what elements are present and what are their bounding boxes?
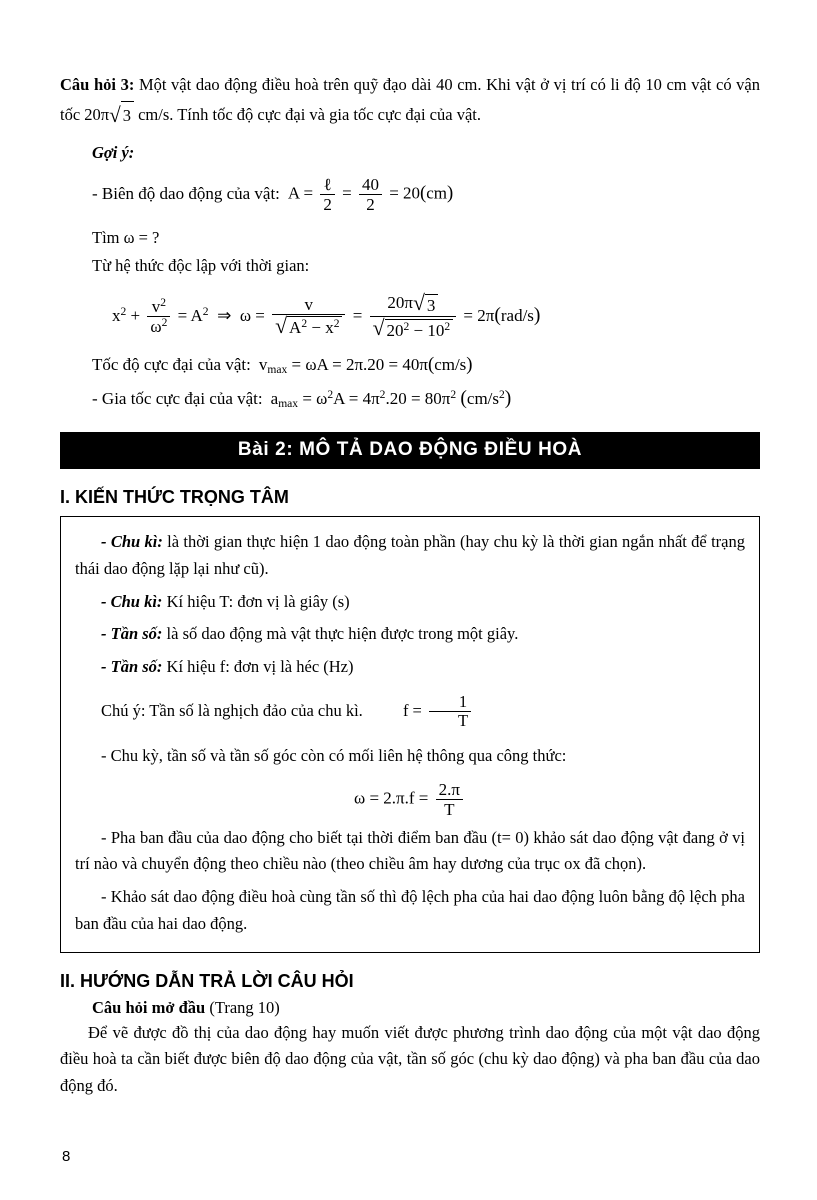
independent-relation-line: Từ hệ thức độc lập với thời gian: bbox=[92, 256, 310, 276]
vmax-prefix: Tốc độ cực đại của vật: bbox=[92, 354, 251, 374]
knowledge-item bbox=[75, 621, 745, 648]
frequency-equation: f = $\frac{1}{T}$ bbox=[377, 693, 474, 731]
amax-prefix: - Gia tốc cực đại của vật: bbox=[92, 389, 263, 409]
question-label: Câu hỏi 3: bbox=[60, 75, 135, 94]
section-heading-2: II. HƯỚNG DẪN TRẢ LỜI CÂU HỎI bbox=[60, 970, 354, 991]
hint-label: Gợi ý: bbox=[92, 142, 135, 162]
main-equation-row bbox=[112, 292, 760, 342]
find-omega-line: Tìm ω = ? bbox=[92, 228, 160, 247]
knowledge-item-text: Kí hiệu f: đơn vị là héc (Hz) bbox=[162, 657, 354, 677]
amplitude-line bbox=[92, 175, 760, 214]
main-equation: $x^2$ + $\frac{v^2}{\omega^2}$ = $A^2$ ⇒ ω = $\frac{v}{√ A^2 - x^2}$ = $\frac{20\pi√ 3}{√ 20^2 - 10^2}$ = 2π(rad/s) bbox=[112, 291, 541, 341]
note-line bbox=[75, 693, 745, 731]
section-heading-1: I. KIẾN THỨC TRỌNG TÂM bbox=[60, 487, 289, 508]
vmax-line bbox=[92, 354, 760, 376]
question-inline-math: 20π√ 3 bbox=[84, 99, 134, 133]
amax-equation: $a_{max} = \omega^2A = 4\pi^2.20 = 80\pi^2$ $(cm/s^2)$ bbox=[270, 388, 512, 411]
opening-answer-paragraph: Để vẽ được đồ thị của dao động hay muốn viết được phương trình dao động của một vật dao động điều hoà ta cần biết được biên độ dao động của vật, tần số góc (chu kỳ dao động) và pha ban đầu của dao động đó. bbox=[60, 1022, 760, 1095]
knowledge-item-label: - Chu kì: bbox=[101, 591, 163, 611]
survey-paragraph: - Khảo sát dao động điều hoà cùng tần số thì độ lệch pha của hai dao động luôn bằng độ lệch pha ban đầu của hai dao động. bbox=[75, 887, 745, 933]
opening-question-page: (Trang 10) bbox=[205, 997, 280, 1017]
page-content bbox=[60, 72, 760, 1100]
omega-equation-row bbox=[75, 780, 745, 819]
question-text-part1: Một vật dao động điều hoà trên quỹ đạo dài 40 cm. Khi vật ở vị trí có li độ 10 cm vật có vận tốc bbox=[60, 75, 761, 124]
opening-question-label: Câu hỏi mở đầu bbox=[92, 997, 206, 1017]
knowledge-item bbox=[75, 589, 745, 616]
knowledge-item bbox=[75, 654, 745, 681]
knowledge-item-label: - Tần số: bbox=[101, 657, 163, 677]
lesson-banner: Bài 2: MÔ TẢ DAO ĐỘNG ĐIỀU HOÀ bbox=[60, 432, 760, 469]
note-prefix: Chú ý: Tần số là nghịch đảo của chu kì. bbox=[101, 700, 363, 720]
phase-paragraph: - Pha ban đầu của dao động cho biết tại thời điểm ban đầu (t= 0) khảo sát dao động vật đang ở vị trí nào và chuyển động theo chiều nào (theo chiều âm hay dương của trục ox đã chọn). bbox=[75, 827, 745, 874]
question-block bbox=[60, 72, 760, 133]
omega-equation: ω = 2.π.f = $\frac{2.\pi}{T}$ bbox=[354, 780, 466, 819]
knowledge-box bbox=[60, 516, 760, 952]
knowledge-item-text: Kí hiệu T: đơn vị là giây (s) bbox=[162, 591, 350, 611]
vmax-equation: $v_{max} = \omega A = 2\pi.20 = 40\pi(cm/s)$ bbox=[258, 353, 473, 377]
opening-question-heading bbox=[92, 998, 760, 1018]
amplitude-prefix: - Biên độ dao động của vật: bbox=[92, 184, 280, 204]
relation-line: - Chu kỳ, tần số và tần số góc còn có mối liên hệ thông qua công thức: bbox=[101, 745, 567, 765]
knowledge-item bbox=[75, 529, 745, 582]
amplitude-equation: A = $\frac{\text{ℓ}}{2}$ = $\frac{40}{2}$ = 20(cm) bbox=[287, 174, 454, 214]
knowledge-item-text: là thời gian thực hiện 1 dao động toàn phần (hay chu kỳ là thời gian ngắn nhất để trạng thái dao động lặp lại như cũ). bbox=[75, 532, 745, 579]
knowledge-item-label: - Chu kì: bbox=[101, 532, 163, 552]
question-text-part2: cm/s. Tính tốc độ cực đại và gia tốc cực đại của vật. bbox=[138, 104, 481, 124]
knowledge-item-label: - Tần số: bbox=[101, 624, 163, 644]
amax-line bbox=[92, 388, 760, 410]
knowledge-item-text: là số dao động mà vật thực hiện được trong một giây. bbox=[162, 624, 519, 644]
question-line bbox=[60, 72, 760, 133]
page-number: 8 bbox=[62, 1148, 71, 1165]
